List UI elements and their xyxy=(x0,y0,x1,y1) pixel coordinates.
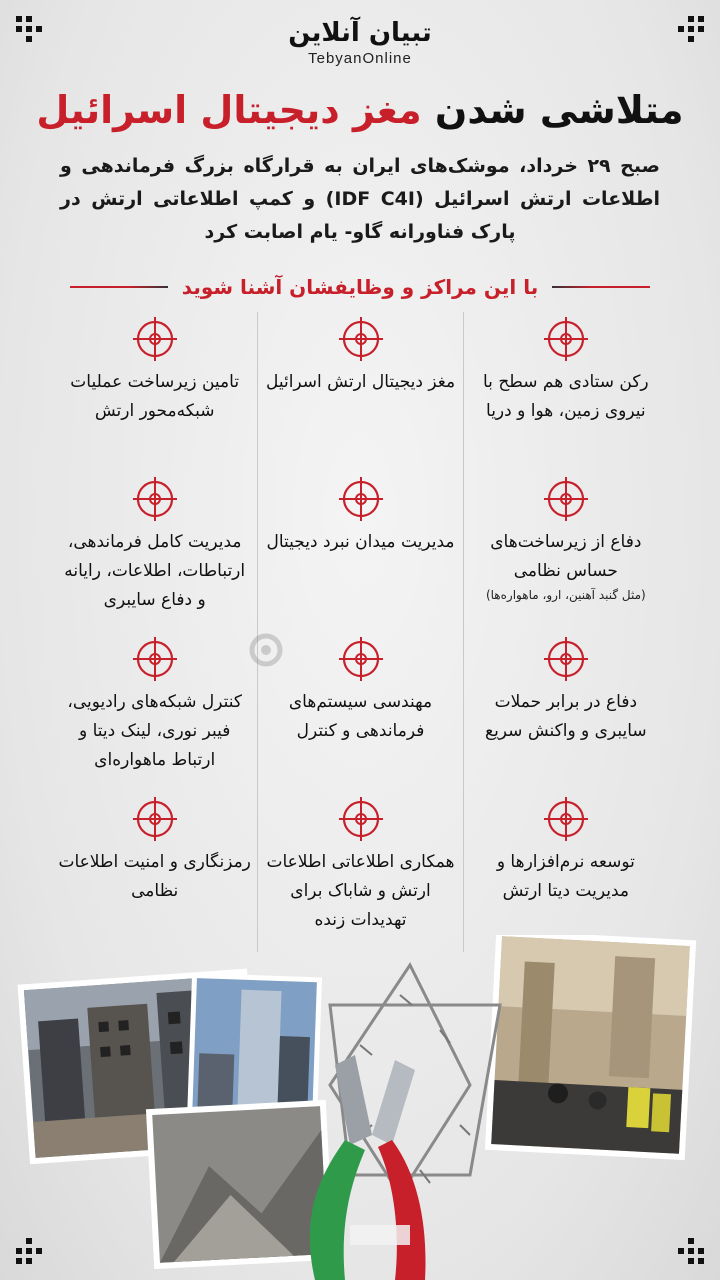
feature-item-text: مغز دیجیتال ارتش اسرائیل xyxy=(265,372,456,392)
feature-item-text: مدیریت کامل فرماندهی، ارتباطات، اطلاعات، رایانه و دفاع سایبری xyxy=(64,532,246,610)
feature-item xyxy=(52,472,257,632)
brand-logo xyxy=(0,18,720,67)
feature-item-text: مهندسی سیستم‌های فرماندهی و کنترل xyxy=(288,692,433,741)
crosshair-target-icon xyxy=(338,316,384,362)
crosshair-target-icon xyxy=(543,796,589,842)
feature-item xyxy=(463,792,668,952)
feature-item-text: دفاع در برابر حملات سایبری و واکنش سریع xyxy=(485,692,647,741)
crosshair-target-icon xyxy=(338,476,384,522)
feature-item-text: مدیریت میدان نبرد دیجیتال xyxy=(266,532,455,552)
feature-item-text: کنترل شبکه‌های رادیویی، فیبر نوری، لینک دیتا و ارتباط ماهواره‌ای xyxy=(67,692,242,770)
divider-left xyxy=(70,286,168,288)
title-black-part: متلاشی شدن xyxy=(434,88,684,132)
crosshair-target-icon xyxy=(338,796,384,842)
divider-right xyxy=(552,286,650,288)
feature-item-text: توسعه نرم‌افزارها و مدیریت دیتا ارتش xyxy=(496,852,635,901)
crosshair-target-icon xyxy=(132,636,178,682)
feature-item xyxy=(257,312,462,472)
crosshair-target-icon xyxy=(543,636,589,682)
crosshair-target-icon xyxy=(543,316,589,362)
items-grid xyxy=(52,312,668,952)
crosshair-target-icon xyxy=(132,796,178,842)
feature-item-text: رکن ستادی هم سطح با نیروی زمین، هوا و دریا xyxy=(483,372,649,421)
logo-persian: تبیان آنلاین xyxy=(288,18,432,48)
feature-item xyxy=(257,792,462,952)
intro-paragraph: صبح ۲۹ خرداد، موشک‌های ایران به قرارگاه بزرگ فرماندهی و اطلاعات ارتش اسرائیل (IDF C4I) و کمپ اطلاعاتی ارتش در پارک فناورانه گاو- یام اصابت کرد xyxy=(60,155,661,243)
title-red-part: مغز دیجیتال اسرائیل xyxy=(36,88,422,132)
feature-item xyxy=(463,312,668,472)
feature-item-text: همکاری اطلاعاتی اطلاعات ارتش و شاباک برای تهدیدات زنده xyxy=(266,852,455,930)
crosshair-target-icon xyxy=(338,636,384,682)
crosshair-target-icon xyxy=(132,316,178,362)
feature-item xyxy=(257,472,462,632)
feature-item xyxy=(52,632,257,792)
logo-english: TebyanOnline xyxy=(308,50,412,67)
feature-item-text: دفاع از زیرساخت‌های حساس نظامی xyxy=(490,532,642,581)
photo-collage xyxy=(0,935,720,1280)
subheading: با این مراکز و وظایفشان آشنا شوید xyxy=(181,275,539,299)
feature-item xyxy=(463,632,668,792)
feature-item-text: رمزنگاری و امنیت اطلاعات نظامی xyxy=(58,852,251,901)
watermark-logo xyxy=(238,628,294,684)
page-title xyxy=(0,86,720,134)
feature-item xyxy=(52,312,257,472)
feature-item xyxy=(52,792,257,952)
crosshair-target-icon xyxy=(132,476,178,522)
photo-rubble xyxy=(146,1100,334,1269)
feature-item-note: (مثل گنبد آهنین، ارو، ماهواره‌ها) xyxy=(485,588,646,602)
feature-item-text: تامین زیرساخت عملیات شبکه‌محور ارتش xyxy=(70,372,240,421)
feature-item xyxy=(463,472,668,632)
crosshair-target-icon xyxy=(543,476,589,522)
photo-rescue-scene xyxy=(485,935,696,1160)
subheading-row xyxy=(70,272,650,302)
